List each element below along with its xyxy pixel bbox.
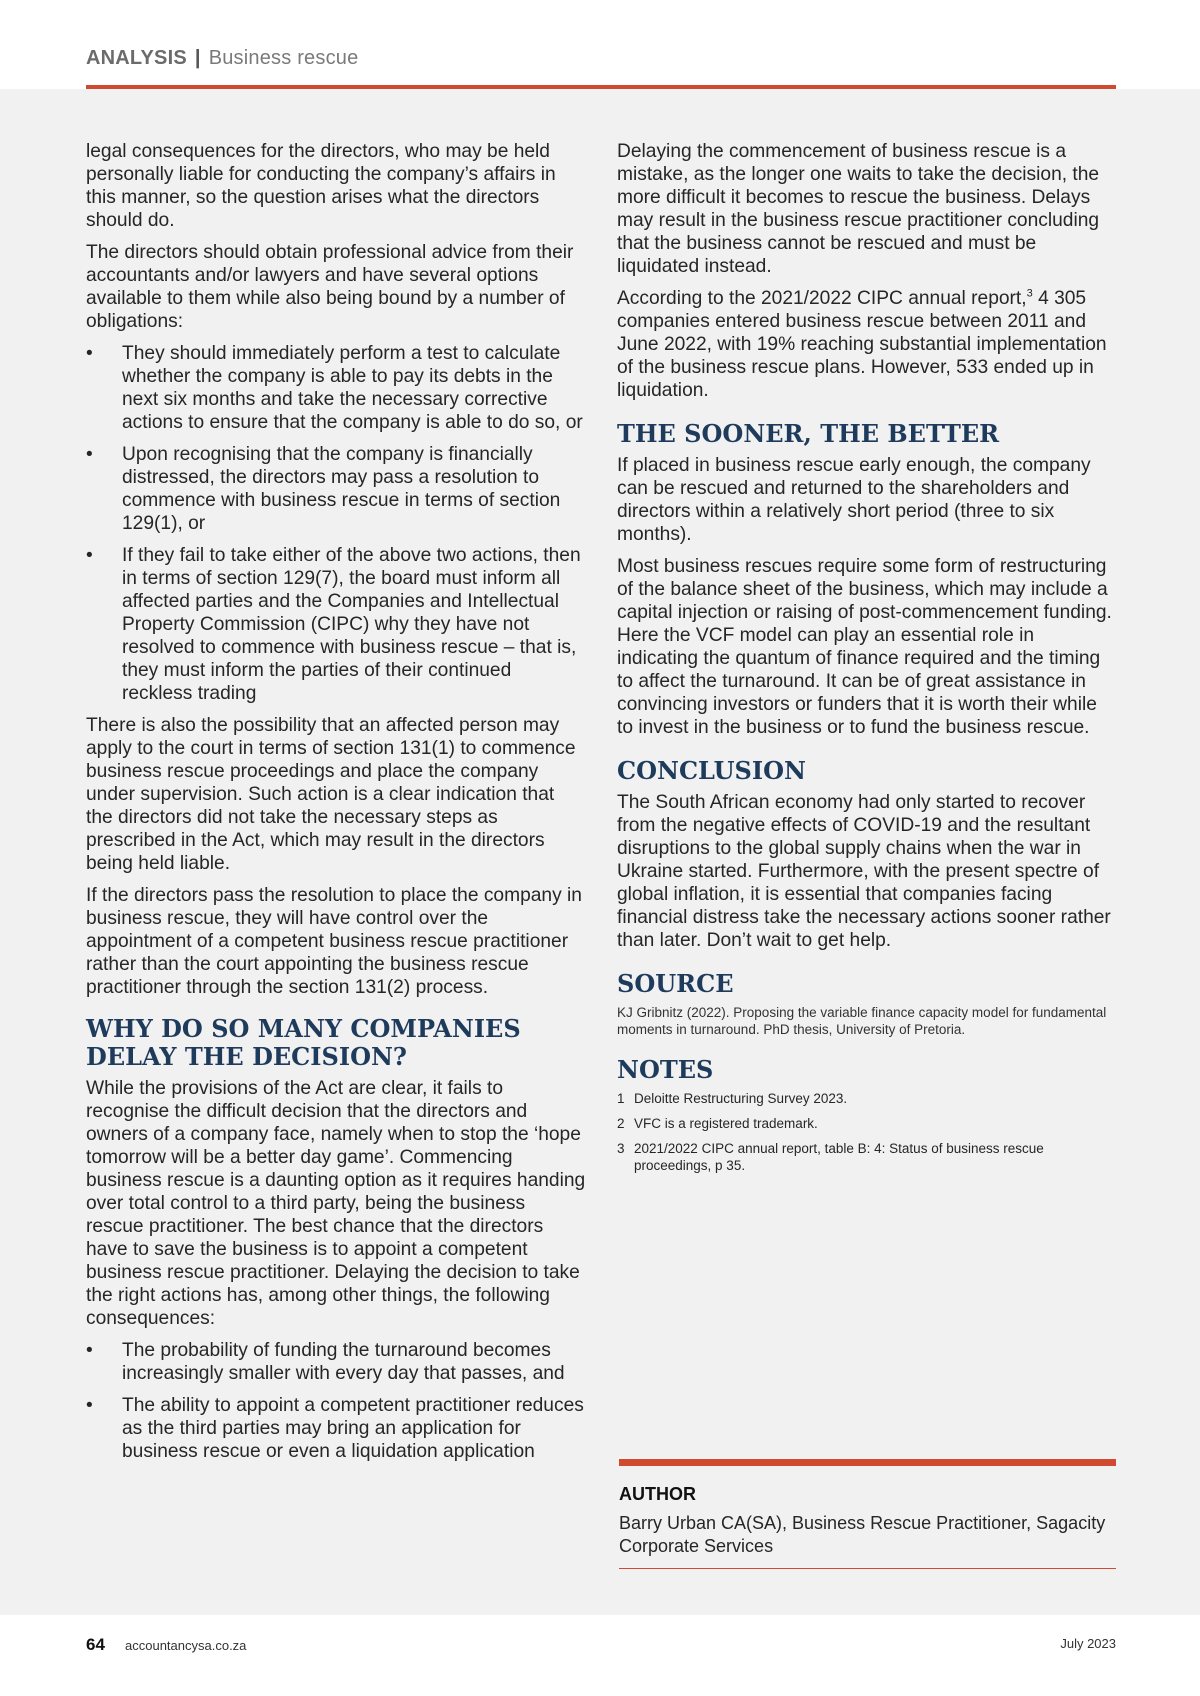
page-header — [0, 0, 1200, 88]
footer-date: July 2023 — [1060, 1636, 1116, 1651]
note-item — [617, 1115, 1117, 1132]
paragraph: Delaying the commencement of business rescue is a mistake, as the longer one waits to take the decision, the more difficult it becomes to rescue the business. Delays may result in the business rescue practitioner concluding that the business cannot be rescued and must be liquidated instead. — [617, 141, 1100, 277]
paragraph: The directors should obtain professional advice from their accountants and/or lawyers and have several options available to them while also being bound by a number of obligations: — [86, 242, 574, 332]
paragraph: legal consequences for the directors, who may be held personally liable for conducting the company’s affairs in this manner, so the question arises what the directors should do. — [86, 141, 556, 231]
list-item — [86, 342, 586, 434]
left-column — [86, 140, 586, 1472]
header-separator: | — [194, 47, 201, 69]
section-heading: THE SOONER, THE BETTER — [617, 419, 1000, 448]
list-item — [86, 443, 586, 535]
footer-site-link[interactable]: accountancysa.co.za — [125, 1638, 247, 1653]
note-number: 3 — [617, 1141, 625, 1156]
paragraph: If placed in business rescue early enough, the company can be rescued and returned to the shareholders and directors within a relatively short period (three to six months). — [617, 455, 1091, 545]
bullet-icon: • — [86, 1395, 93, 1416]
note-item — [617, 1140, 1117, 1174]
note-number: 2 — [617, 1116, 625, 1131]
paragraph — [617, 287, 1117, 402]
header-text — [86, 47, 358, 70]
page-number: 64 — [86, 1635, 105, 1654]
note-text: Deloitte Restructuring Survey 2023. — [634, 1091, 848, 1106]
paragraph-text: 4 305 companies entered business rescue between 2011 and June 2022, with 19% reaching substantial implementation of the business rescue plans. However, 533 ended up in liquidation. — [617, 288, 1107, 401]
section-heading: CONCLUSION — [617, 756, 806, 785]
author-box — [619, 1459, 1116, 1569]
paragraph: If the directors pass the resolution to place the company in business rescue, they will have control over the appointment of a competent business rescue practitioner rather than the court appointing the business rescue practitioner through the section 131(2) process. — [86, 885, 582, 998]
author-top-rule — [619, 1459, 1116, 1466]
paragraph: Most business rescues require some form of restructuring of the balance sheet of the business, which may include a capital injection or raising of post-commencement funding. Here the VCF model can play an essential role in indicating the quantum of finance required and the timing to affect the turnaround. It can be of great assistance in convincing investors or funders that it is worth their while to invest in the business or to fund the business rescue. — [617, 556, 1112, 738]
header-topic: Business rescue — [208, 47, 359, 69]
right-column — [617, 140, 1117, 1183]
source-text: KJ Gribnitz (2022). Proposing the variable finance capacity model for fundamental moments in turnaround. PhD thesis, University of Pretoria. — [617, 1005, 1107, 1037]
note-number: 1 — [617, 1091, 625, 1106]
paragraph-text: According to the 2021/2022 CIPC annual report, — [617, 288, 1027, 309]
footnote-ref[interactable]: 3 — [1026, 287, 1033, 300]
page-footer — [0, 1615, 1200, 1696]
section-heading: WHY DO SO MANY COMPANIES DELAY THE DECISION? — [86, 1014, 521, 1071]
notes-list — [617, 1090, 1117, 1174]
bullet-icon: • — [86, 444, 93, 465]
header-section: ANALYSIS — [86, 47, 187, 69]
paragraph: There is also the possibility that an affected person may apply to the court in terms of section 131(1) to commence business rescue proceedings and place the company under supervision. Such action is a clear indication that the directors did not take the necessary steps as prescribed in the Act, which may result in the directors being held liable. — [86, 715, 576, 874]
section-heading: NOTES — [617, 1055, 714, 1084]
list-item-text: The probability of funding the turnaround becomes increasingly smaller with every day that passes, and — [122, 1340, 565, 1384]
paragraph: The South African economy had only started to recover from the negative effects of COVID-19 and the resultant disruptions to the global supply chains when the war in Ukraine started. Furthermore, with the present spectre of global inflation, it is essential that companies facing financial distress take the necessary actions sooner rather than later. Don’t wait to get help. — [617, 792, 1111, 951]
note-item — [617, 1090, 1117, 1107]
list-item-text: They should immediately perform a test to calculate whether the company is able to pay its debts in the next six months and take the necessary corrective actions to ensure that the company is able to do so, or — [122, 343, 583, 433]
bullet-icon: • — [86, 343, 93, 364]
note-text: 2021/2022 CIPC annual report, table B: 4: Status of business rescue proceedings, p 35. — [634, 1141, 1044, 1173]
bullet-list — [86, 1339, 586, 1463]
note-text: VFC is a registered trademark. — [634, 1116, 818, 1131]
author-bottom-rule — [619, 1568, 1116, 1569]
list-item-text: The ability to appoint a competent practitioner reduces as the third parties may bring an application for business rescue or even a liquidation application — [122, 1395, 584, 1462]
author-text: Barry Urban CA(SA), Business Rescue Practitioner, Sagacity Corporate Services — [619, 1513, 1106, 1556]
list-item — [86, 1394, 586, 1463]
author-label: AUTHOR — [619, 1484, 696, 1504]
list-item — [86, 544, 586, 705]
bullet-icon: • — [86, 1340, 93, 1361]
section-heading: SOURCE — [617, 969, 734, 998]
bullet-list — [86, 342, 586, 705]
list-item — [86, 1339, 586, 1385]
bullet-icon: • — [86, 545, 93, 566]
list-item-text: If they fail to take either of the above two actions, then in terms of section 129(7), the board must inform all affected parties and the Companies and Intellectual Property Commission (CIPC) why they have not resolved to commence with business rescue – that is, they must inform the parties of their continued reckless trading — [122, 545, 581, 704]
list-item-text: Upon recognising that the company is financially distressed, the directors may pass a resolution to commence with business rescue in terms of section 129(1), or — [122, 444, 561, 534]
paragraph: While the provisions of the Act are clear, it fails to recognise the difficult decision that the directors and owners of a company face, namely when to stop the ‘hope tomorrow will be a better day game’. Commencing business rescue is a daunting option as it requires handing over total control to a third party, being the business rescue practitioner. The best chance that the directors have to save the business is to appoint a competent business rescue practitioner. Delaying the decision to take the right actions has, among other things, the following consequences: — [86, 1078, 586, 1329]
